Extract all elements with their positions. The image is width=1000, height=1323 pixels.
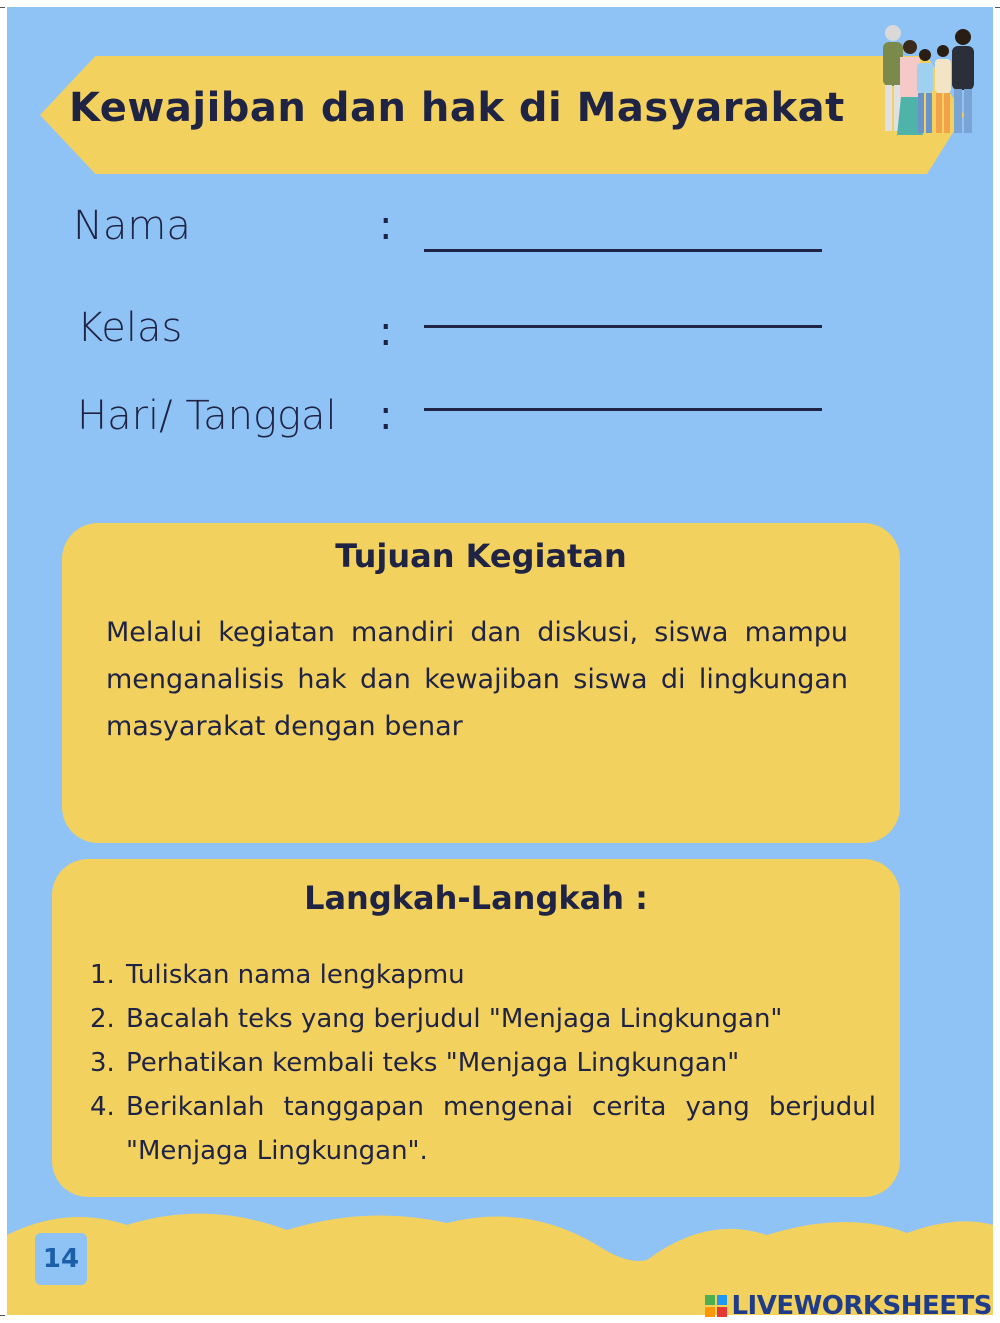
- list-item: 1. Tuliskan nama lengkapmu: [90, 960, 465, 990]
- objective-text: Melalui kegiatan mandiri dan diskusi, siswa mampu menganalisis hak dan kewajiban siswa di lingkungan masyarakat dengan benar: [106, 617, 848, 742]
- class-line[interactable]: [424, 325, 822, 328]
- objective-title: Tujuan Kegiatan: [335, 537, 627, 575]
- liveworksheets-logo-icon: [705, 1295, 727, 1317]
- list-item: 2. Bacalah teks yang berjudul "Menjaga Lingkungan": [90, 1004, 783, 1034]
- crop-mark: [995, 7, 1000, 8]
- date-line[interactable]: [424, 408, 822, 411]
- list-item: 3. Perhatikan kembali teks "Menjaga Lingkungan": [90, 1048, 740, 1078]
- steps-title: Langkah-Langkah :: [304, 879, 648, 917]
- page-number: 14: [35, 1233, 87, 1285]
- steps-card: [52, 859, 900, 1197]
- brand-watermark: [705, 1291, 992, 1321]
- crop-mark: [0, 1315, 5, 1316]
- name-line[interactable]: [424, 249, 822, 252]
- date-label: Hari/ Tanggal: [77, 393, 337, 439]
- class-colon: :: [379, 309, 393, 355]
- objective-card: [62, 523, 900, 843]
- list-item: 4. Berikanlah tanggapan mengenai cerita yang berjudul "Menjaga Lingkungan".: [90, 1092, 876, 1166]
- steps-list: [90, 953, 876, 1173]
- name-label: Nama: [73, 203, 191, 249]
- crop-mark: [0, 7, 5, 8]
- family-group-icon: [865, 15, 985, 145]
- worksheet-page: [7, 7, 993, 1315]
- name-colon: :: [379, 203, 393, 249]
- brand-name: LIVEWORKSHEETS: [731, 1291, 992, 1321]
- date-colon: :: [379, 393, 393, 439]
- page-title: Kewajiban dan hak di Masyarakat: [69, 85, 845, 131]
- class-label: Kelas: [77, 305, 183, 351]
